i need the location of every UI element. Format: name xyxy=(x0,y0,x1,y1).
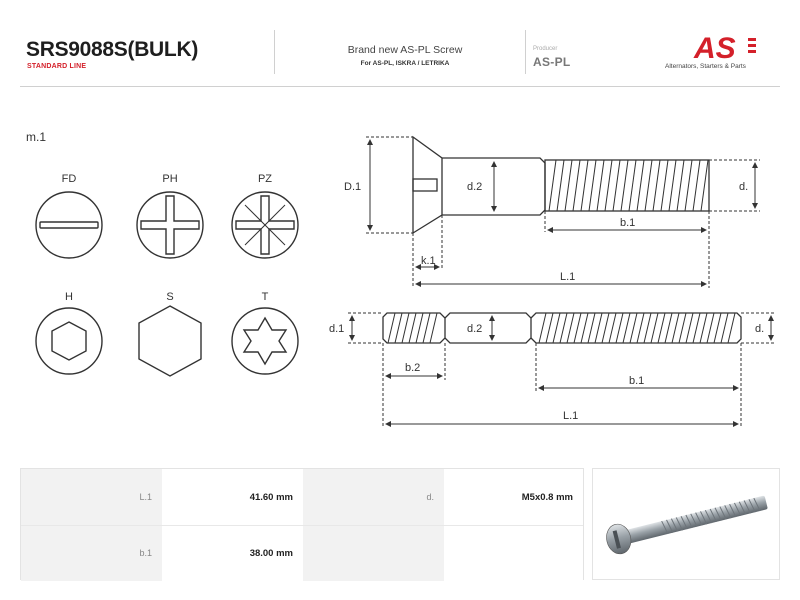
as-logo xyxy=(690,28,770,64)
spec-value: 38.00 mm xyxy=(162,525,303,581)
dim-label-b1-stud: b.1 xyxy=(629,375,645,387)
spec-value: 41.60 mm xyxy=(162,469,303,525)
product-description: Brand new AS-PL Screw xyxy=(347,44,463,56)
pozidriv-head-icon xyxy=(232,192,298,258)
head-label-ph: PH xyxy=(162,173,178,185)
dim-label-d2-stud: d.2 xyxy=(467,323,483,335)
header-underline xyxy=(20,86,780,87)
spec-label: d. xyxy=(303,469,444,525)
spec-label xyxy=(303,525,444,581)
product-photo xyxy=(592,468,780,580)
dim-label-l1-stud: L.1 xyxy=(563,410,579,422)
spec-table xyxy=(20,468,584,580)
model-label: m.1 xyxy=(26,130,47,144)
screw-photo-illustration xyxy=(593,469,779,579)
head-label-h: H xyxy=(65,291,73,303)
head-label-fd: FD xyxy=(61,173,77,185)
header xyxy=(0,0,800,88)
head-label-t: T xyxy=(261,291,269,303)
hex-head-icon xyxy=(139,306,201,376)
head-label-pz: PZ xyxy=(257,173,273,185)
dim-label-l1-top: L.1 xyxy=(560,271,576,283)
header-divider xyxy=(525,30,526,74)
product-line: STANDARD LINE xyxy=(27,63,87,70)
dim-label-d1-head: D.1 xyxy=(344,181,362,193)
dim-label-k1: k.1 xyxy=(421,255,436,267)
hex-socket-head-icon xyxy=(36,308,102,374)
logo-text: AS xyxy=(694,32,736,64)
logo-bar xyxy=(748,50,756,53)
dim-label-d1-stud: d.1 xyxy=(329,323,345,335)
stud-drawing xyxy=(383,313,741,343)
technical-drawing xyxy=(0,110,800,440)
dim-label-b2: b.2 xyxy=(405,362,421,374)
spec-label: L.1 xyxy=(21,469,162,525)
spec-value: M5x0.8 mm xyxy=(444,469,583,525)
dim-label-d-top: d. xyxy=(739,181,749,193)
logo-bar xyxy=(748,38,756,41)
brand-tagline: Alternators, Starters & Parts xyxy=(665,63,746,70)
product-code: SRS9088S(BULK) xyxy=(26,38,199,61)
countersunk-screw-drawing xyxy=(413,137,709,233)
dim-label-d-stud: d. xyxy=(755,323,765,335)
product-fitment: For AS-PL, ISKRA / LETRIKA xyxy=(360,60,450,67)
header-divider xyxy=(274,30,275,74)
head-label-s: S xyxy=(166,291,174,303)
spec-label: b.1 xyxy=(21,525,162,581)
dim-label-b1-top: b.1 xyxy=(620,217,636,229)
torx-head-icon xyxy=(232,308,298,374)
brand-name: AS-PL xyxy=(533,55,571,69)
spec-value xyxy=(444,525,583,581)
logo-bar xyxy=(748,44,756,47)
phillips-head-icon xyxy=(137,192,203,258)
row-divider xyxy=(21,525,583,526)
dim-label-d2-top: d.2 xyxy=(467,181,483,193)
brand-caption: Producer xyxy=(533,46,558,52)
slotted-head-icon xyxy=(36,192,102,258)
